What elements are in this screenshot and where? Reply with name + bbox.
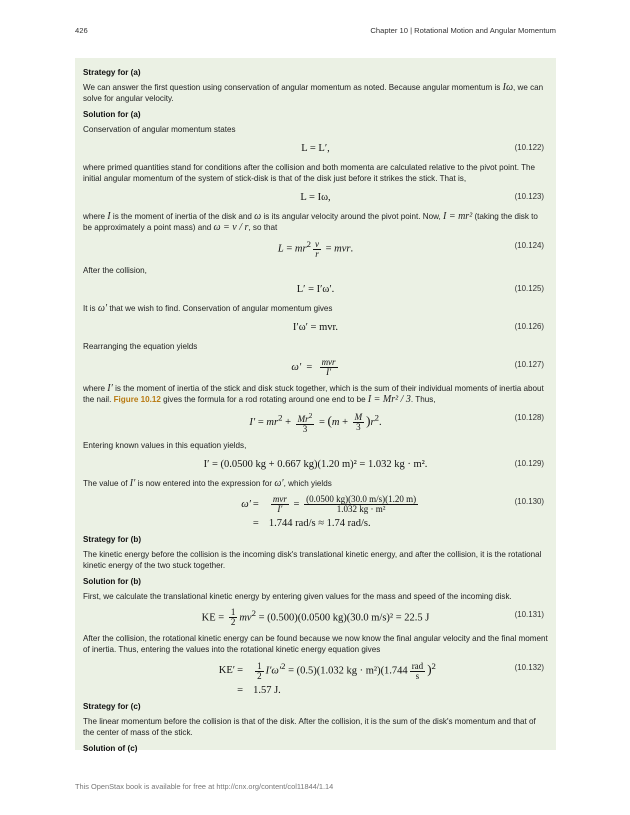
equation-number: (10.132) [514,663,544,673]
inline-math: ω [254,211,262,222]
equation-expression [195,661,436,696]
example-box [75,58,556,753]
inline-math: ω′ [97,302,108,314]
fraction: $\frac{\text{mvr}}{I'}$ [321,356,336,377]
strategy-b-text: The kinetic energy before the collision is the incoming disk's translational kinetic energy, and after the collision, it is the rotational kinetic energy of the two stuck together. [83,549,542,570]
inline-math: I′ [107,382,113,394]
inline-math: I′ [129,477,136,489]
equation-expression: $I' = mr^2$ + $\frac{Mr^2}{3}$ = (m + $\frac{M}{3}$ )$r^2$. [249,410,382,434]
strategy-c-text: The linear momentum before the collision is that of the disk. After the collision, it is the sum of the disk's momentum and that of the center of mass of the stick. [83,716,536,737]
equation-expression: ω′ = $\frac{\text{mvr}}{I'}$ [291,356,336,377]
text-span: where [83,383,106,393]
fraction: $\frac{\text{rad}}{s}$ [411,660,424,681]
equation-10-131 [83,608,548,628]
figure-link[interactable]: Figure 10.12 [113,394,161,404]
strategy-a-heading: Strategy for (a) [83,68,141,77]
equation-row: = 1.57 J. [237,684,281,696]
equation-number: (10.131) [514,609,544,619]
equation-expression: I′ = (0.0500 kg + 0.667 kg)(1.20 m)² = 1.032 kg · m². [203,458,428,470]
text-span: is its angular velocity around the pivot point. Now, [263,212,441,221]
solution-a-heading: Solution for (a) [83,110,141,119]
text-span: is the moment of inertia of the disk and [112,212,252,221]
equation-row: ω′ = $\frac{\text{mvr}}{I'}$ = $\frac{(0.0500 kg)(30.0 m/s)(1.20 m)}{\text{1.032 kg · m²}}$ [241,493,417,514]
page-number: 426 [75,26,88,35]
text-span: is the moment of inertia of the stick and disk stuck together, which is the sum of their individual moments of inertia about the nail. [83,383,544,404]
fraction: $\frac{Mr^2}{3}$ [297,410,313,434]
equation-row: = 1.744 rad/s ≈ 1.74 rad/s. [252,517,371,529]
inline-math: I [107,211,111,222]
fraction: $\frac{v}{r}$ [314,238,319,259]
text-span: gives the formula for a rod rotating around one end to be [163,394,366,404]
equation-expression: KE = $\frac{1}{2}$ $mv^2 = (0.500)(0.0500$ kg)(30.0 m/s)² = 22.5 J [201,607,430,628]
where-Iprime-paragraph [83,383,548,405]
strategy-a-text-2: , we can solve for angular velocity. [83,83,544,103]
equation-number: (10.127) [514,359,544,369]
equation-row: KE′ = $\frac{1}{2}$ $I'\omega'^2 = (0.5)(1.032$ kg · m²)(1.744 $\frac{\text{rad}}{s}$ )$^2$ [218,660,436,681]
equation-number: (10.129) [514,458,544,468]
solution-b-heading: Solution for (b) [83,576,141,586]
strategy-a-paragraph [83,82,548,104]
strategy-b-heading: Strategy for (b) [83,534,142,544]
equation-number: (10.125) [514,283,544,293]
where-I-paragraph [83,211,548,233]
equation-number: (10.122) [514,143,544,152]
text-span: (taking the disk to be approximately a point mass) and [83,212,538,232]
inline-math: I = mr² [443,211,473,222]
after-collision-text: After the collision, [83,265,147,275]
chapter-title: Chapter 10 | Rotational Motion and Angular Momentum [370,26,556,35]
inline-math: ω′ [274,477,284,489]
equation-expression: L′ = I′ω′. [296,283,335,295]
after-rot-text: After the collision, the rotational kinetic energy can be found because we now know the final angular velocity and the final moment of inertia. Thus, entering the values into the rotational kinetic energy equation gives [83,634,548,655]
entering-known-text: Entering known values in this equation yields, [83,440,247,450]
solution-b-text: First, we calculate the translational kinetic energy by entering given values for the mass and speed of the incoming disk. [83,591,512,601]
inline-math: ω = v / r [213,222,249,233]
solution-c-heading: Solution of (c) [83,743,138,753]
equation-number: (10.123) [514,192,544,201]
inline-math: I = Mr² / 3 [367,393,411,405]
equation-expression: L = L′, [301,143,330,154]
footer-note: This OpenStax book is available for free at http://cnx.org/content/col11844/1.14 [75,782,334,791]
text-span: is now entered into the expression for [137,478,273,488]
strategy-c-heading: Strategy for (c) [83,701,141,711]
value-of-paragraph [83,478,548,489]
text-span: where [83,212,106,221]
equation-10-128 [83,411,548,434]
equation-number: (10.128) [514,412,544,422]
equation-10-129 [83,457,548,472]
equation-10-126 [83,320,548,335]
equation-number: (10.124) [514,241,544,250]
equation-number: (10.130) [514,496,544,506]
text-span: that we wish to find. Conservation of angular momentum gives [109,303,333,313]
equation-10-127 [83,358,548,377]
text-span: The value of [83,478,128,488]
text-span: It is [83,303,96,313]
primed-paragraph: where primed quantities stand for conditions after the collision and both momenta are calculated relative to the pivot point. The initial angular momentum of the system of stick-disk is that of the disk just before it strikes the stick. That is, [83,163,536,183]
equation-10-124 [83,239,548,259]
fraction: $\frac{\text{mvr}}{I'}$ [272,493,287,514]
fraction: $\frac{1}{2}$ [230,607,236,628]
equation-10-123 [83,190,548,205]
equation-number: (10.126) [514,321,544,331]
equation-10-122 [83,141,548,156]
equation-expression [211,495,420,529]
strategy-a-text-1: We can answer the first question using conservation of angular momentum as noted. Because angular momentum is [83,83,501,92]
equation-expression: L = Iω, [300,192,331,203]
fraction: $\frac{(0.0500 kg)(30.0 m/s)(1.20 m)}{\text{1.032 kg · m²}}$ [306,493,417,514]
inline-math: Iω [502,82,513,93]
it-is-paragraph [83,303,548,314]
equation-10-132 [83,661,548,696]
text-span: , so that [248,223,278,232]
text-span: , which yields [283,478,332,488]
equation-expression: $L = mr^2$ $\frac{v}{r}$ = mvr. [277,238,354,259]
equation-10-125 [83,282,548,297]
text-span: . Thus, [410,394,436,404]
equation-expression: I′ω′ = mvr. [292,321,339,333]
equation-10-130 [83,495,548,529]
cons-states-text: Conservation of angular momentum states [83,125,236,134]
rearranging-text: Rearranging the equation yields [83,341,198,351]
fraction: $\frac{1}{2}$ [257,660,262,681]
fraction: $\frac{M}{3}$ [354,411,363,432]
